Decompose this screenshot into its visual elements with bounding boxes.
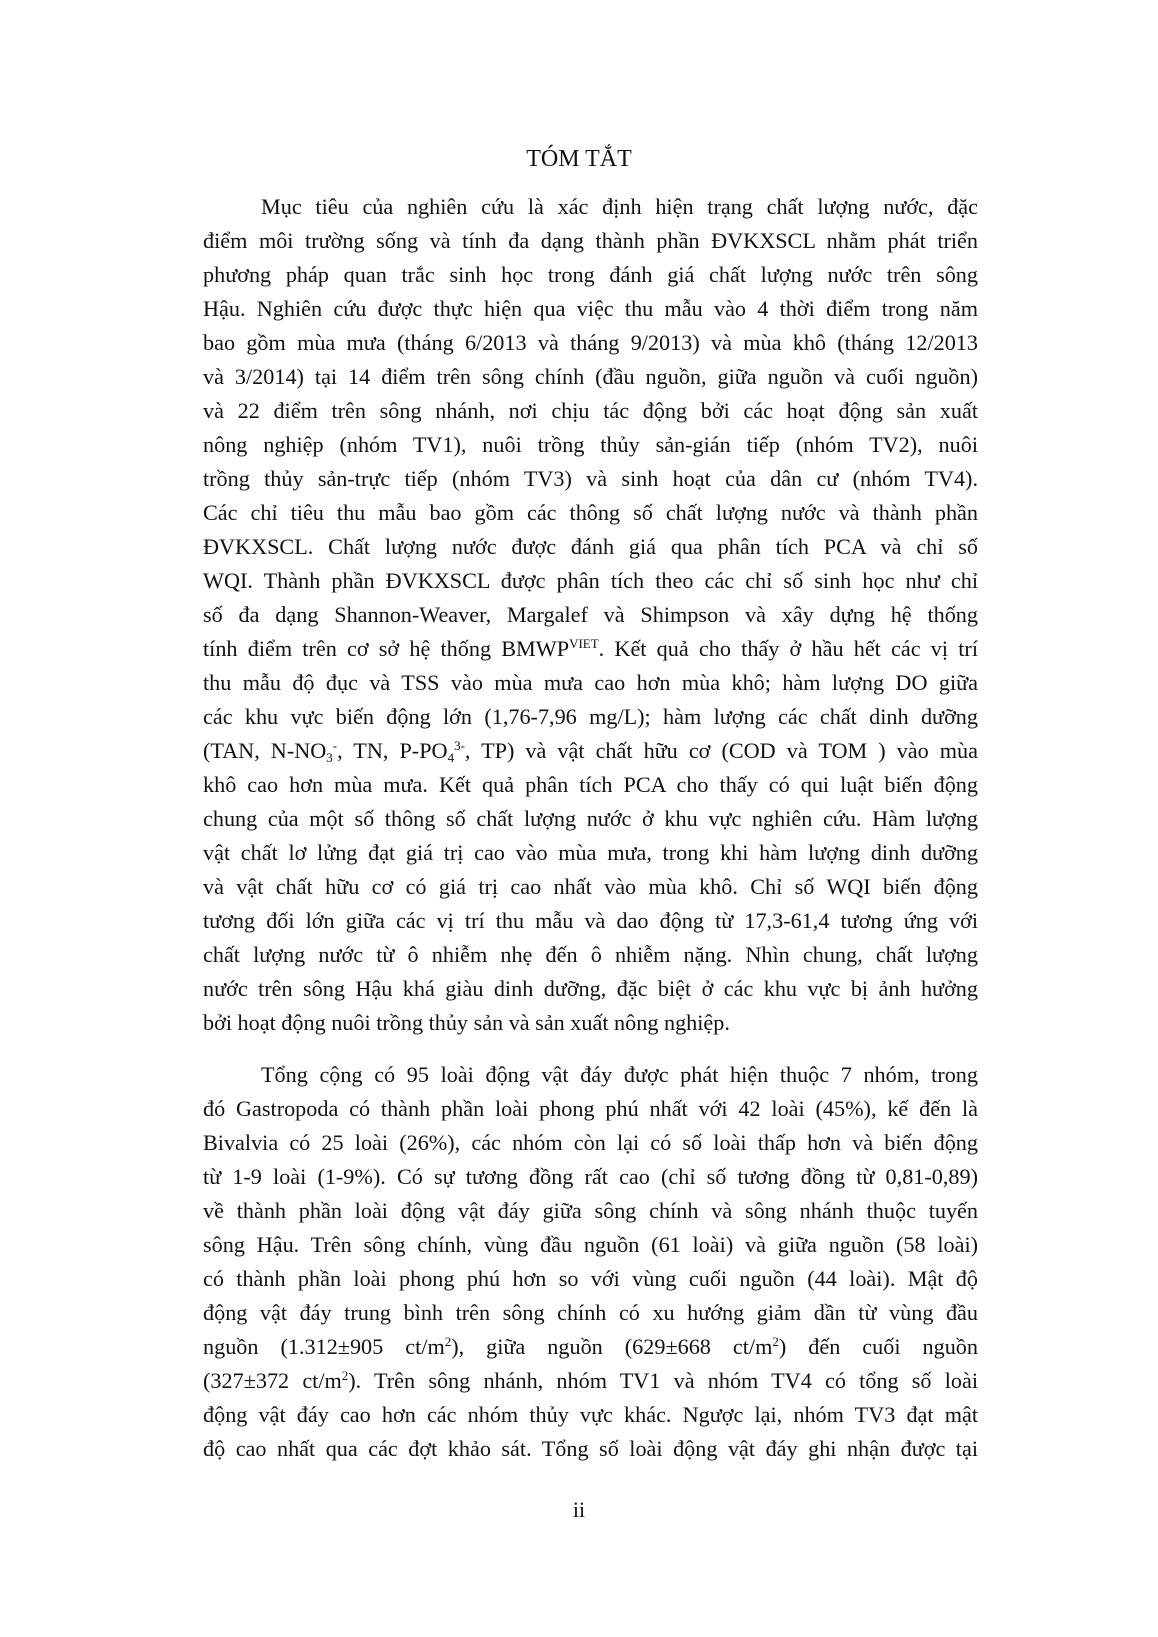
- subscript: 3: [326, 750, 333, 765]
- abstract-paragraph-1: [203, 190, 978, 1040]
- superscript: -: [332, 738, 338, 753]
- text-line: bởi hoạt động nuôi trồng thủy sản và sản xuất nông nghiệp.: [203, 1010, 730, 1035]
- text-line-with-superscript: [203, 1364, 978, 1398]
- text-line: vật chất lơ lửng đạt giá trị cao vào mùa mưa, trong khi hàm lượng dinh dưỡng: [203, 840, 978, 865]
- text-line: Hậu. Nghiên cứu được thực hiện qua việc thu mẫu vào 4 thời điểm trong năm: [203, 296, 978, 321]
- text-line: Tổng cộng có 95 loài động vật đáy được phát hiện thuộc 7 nhóm, trong: [261, 1062, 978, 1087]
- text-segment: , TN, P-PO: [337, 738, 448, 763]
- text-line: và vật chất hữu cơ có giá trị cao nhất vào mùa khô. Chỉ số WQI biến động: [203, 874, 978, 899]
- text-line: động vật đáy trung bình trên sông chính có xu hướng giảm dần từ vùng đầu: [203, 1300, 978, 1325]
- text-line: phương pháp quan trắc sinh học trong đánh giá chất lượng nước trên sông: [203, 262, 978, 287]
- text-line: khô cao hơn mùa mưa. Kết quả phân tích PCA cho thấy có qui luật biến động: [203, 772, 978, 797]
- text-line: về thành phần loài động vật đáy giữa sông chính và sông nhánh thuộc tuyến: [203, 1198, 978, 1223]
- text-line: chất lượng nước từ ô nhiễm nhẹ đến ô nhiễm nặng. Nhìn chung, chất lượng: [203, 942, 978, 967]
- text-line: Các chỉ tiêu thu mẫu bao gồm các thông số chất lượng nước và thành phần: [203, 500, 978, 525]
- paragraph-text: [203, 1058, 978, 1466]
- text-segment: ). Trên sông nhánh, nhóm TV1 và nhóm TV4 có tổng số loài: [348, 1368, 978, 1393]
- text-line: bao gồm mùa mưa (tháng 6/2013 và tháng 9/2013) và mùa khô (tháng 12/2013: [203, 330, 978, 355]
- text-line: có thành phần loài phong phú hơn so với vùng cuối nguồn (44 loài). Mật độ: [203, 1266, 978, 1291]
- text-line-with-chemical-formulas: [203, 734, 978, 768]
- text-line: trồng thủy sản-trực tiếp (nhóm TV3) và sinh hoạt của dân cư (nhóm TV4).: [203, 466, 978, 491]
- text-segment: tính điểm trên cơ sở hệ thống BMWP: [203, 636, 570, 661]
- abstract-paragraph-2: [203, 1058, 978, 1466]
- text-line: nông nghiệp (nhóm TV1), nuôi trồng thủy sản-gián tiếp (nhóm TV2), nuôi: [203, 432, 978, 457]
- superscript: 3-: [454, 738, 465, 753]
- text-line: động vật đáy cao hơn các nhóm thủy vực khác. Ngược lại, nhóm TV3 đạt mật: [203, 1402, 978, 1427]
- text-line: thu mẫu độ đục và TSS vào mùa mưa cao hơn mùa khô; hàm lượng DO giữa: [203, 670, 978, 695]
- superscript: 2: [341, 1368, 349, 1383]
- text-segment: ) đến cuối nguồn: [778, 1334, 978, 1359]
- text-line: ĐVKXSCL. Chất lượng nước được đánh giá qua phân tích PCA và chỉ số: [203, 534, 978, 559]
- superscript: VIET: [569, 636, 599, 651]
- text-segment: . Kết quả cho thấy ở hầu hết các vị trí: [598, 636, 978, 661]
- subscript: 4: [447, 750, 455, 765]
- text-segment: nguồn (1.312±905 ct/m: [203, 1334, 445, 1359]
- text-line: từ 1-9 loài (1-9%). Có sự tương đồng rất cao (chỉ số tương đồng từ 0,81-0,89): [203, 1164, 978, 1189]
- text-line: chung của một số thông số chất lượng nước ở khu vực nghiên cứu. Hàm lượng: [203, 806, 978, 831]
- text-segment: (327±372 ct/m: [203, 1368, 342, 1393]
- text-line: và 3/2014) tại 14 điểm trên sông chính (đầu nguồn, giữa nguồn và cuối nguồn): [203, 364, 978, 389]
- text-line: WQI. Thành phần ĐVKXSCL được phân tích theo các chỉ số sinh học như chỉ: [203, 568, 978, 593]
- text-line: Bivalvia có 25 loài (26%), các nhóm còn lại có số loài thấp hơn và biến động: [203, 1130, 978, 1155]
- text-segment: ), giữa nguồn (629±668 ct/m: [451, 1334, 773, 1359]
- superscript: 2: [772, 1334, 779, 1349]
- text-line: độ cao nhất qua các đợt khảo sát. Tổng số loài động vật đáy ghi nhận được tại: [203, 1436, 978, 1461]
- superscript: 2: [444, 1334, 452, 1349]
- text-line: sông Hậu. Trên sông chính, vùng đầu nguồn (61 loài) và giữa nguồn (58 loài): [203, 1232, 978, 1257]
- text-line: số đa dạng Shannon-Weaver, Margalef và Shimpson và xây dựng hệ thống: [203, 602, 978, 627]
- text-line: tương đối lớn giữa các vị trí thu mẫu và dao động từ 17,3-61,4 tương ứng với: [203, 908, 978, 933]
- page-number: ii: [572, 1497, 586, 1522]
- text-line-with-superscript: [203, 632, 978, 666]
- text-line: điểm môi trường sống và tính đa dạng thành phần ĐVKXSCL nhằm phát triển: [203, 228, 978, 253]
- text-segment: , TP) và vật chất hữu cơ (COD và TOM ) vào mùa: [464, 738, 978, 763]
- text-line: nước trên sông Hậu khá giàu dinh dưỡng, đặc biệt ở các khu vực bị ảnh hưởng: [203, 976, 978, 1001]
- paragraph-text: [203, 190, 978, 1040]
- text-line: và 22 điểm trên sông nhánh, nơi chịu tác động bởi các hoạt động sản xuất: [203, 398, 978, 423]
- text-segment: (TAN, N-NO: [203, 738, 327, 763]
- text-line-with-superscript: [203, 1330, 978, 1364]
- text-line: đó Gastropoda có thành phần loài phong phú nhất với 42 loài (45%), kế đến là: [203, 1096, 978, 1121]
- page-title: TÓM TẮT: [526, 146, 632, 172]
- text-line: các khu vực biến động lớn (1,76-7,96 mg/L); hàm lượng các chất dinh dưỡng: [203, 704, 978, 729]
- text-line: Mục tiêu của nghiên cứu là xác định hiện trạng chất lượng nước, đặc: [261, 194, 978, 219]
